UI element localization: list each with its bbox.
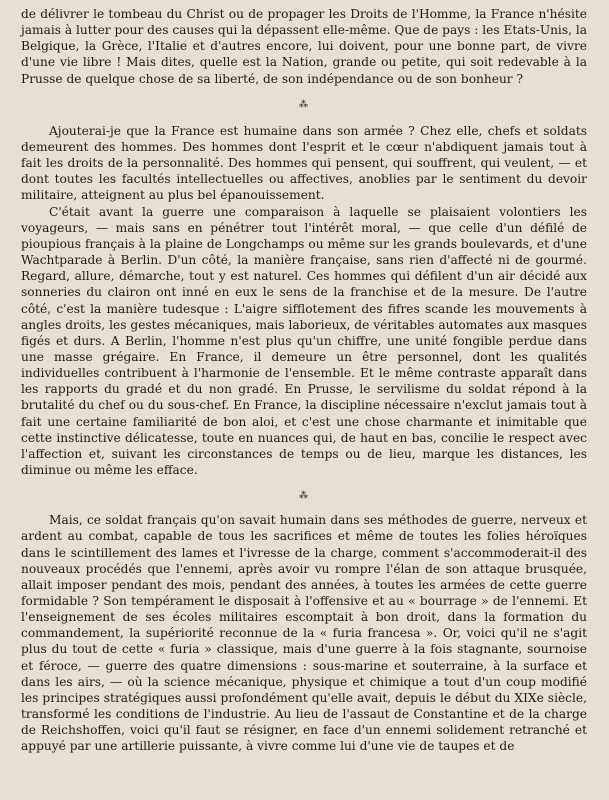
paragraph-4: Mais, ce soldat français qu'on savait humain dans ses méthodes de guerre, nerveux et ardent au combat, capable de tous les sacrifices et même de toutes les folies héroïques dans le scintillement des lames et l'ivresse de la charge, comment s'accommoderait-il des nouveaux procédés que l'ennemi, après avoir vu rompre l'élan de son attaque brusquée, allait imposer pendant des mois, pendant des années, à toutes les armées de cette guerre formidable ? Son tempérament le disposait à l'offensive et au « bourrage » de l'ennemi. Et l'enseignement de ses écoles militaires escomptait à bon droit, dans la formation du commandement, la supériorité reconnue de la « furia francesa ». Or, voici qu'il ne s'agit plus du tout de cette « furia » classique, mais d'une guerre à la fois stagnante, sournoise et féroce, — guerre des quatre dimensions : sous-marine et souterraine, à la surface et dans les airs, — où la science mécanique, physique et chimique a tout d'un coup modifié les principes stratégiques aussi profondément qu'elle avait, depuis le début du XIXe siècle, transformé les conditions de l'industrie. Au lieu de l'assaut de Constantine et de la charge de Reichshoffen, voici qu'il faut se résigner, en face d'un ennemi solidement retranché et appuyé par une artillerie puissante, à vivre comme lui d'une vie de taupes et de <box>21 513 587 754</box>
asterism-ornament: ⁂ <box>299 99 309 110</box>
asterism-ornament: ⁂ <box>299 491 309 502</box>
paragraph-3: C'était avant la guerre une comparaison à laquelle se plaisaient volontiers les voyageurs, — mais sans en pénétrer tout l'intérêt moral, — que celle d'un défilé de pioupious français à la plaine de Longchamps ou même sur les grands boulevards, et d'une Wachtparade à Berlin. D'un côté, la manière française, sans rien d'affecté ni de gourmé. Regard, allure, démarche, tout y est naturel. Ces hommes qui défilent d'un air décidé aux sonneries du clairon ont inné en eux le sens de la franchise et de la mesure. De l'autre côté, c'est la manière tudesque : L'aigre sifflotement des fifres scande les mouvements à angles droits, les gestes mécaniques, mais laborieux, de véritables automates aux masques figés et durs. A Berlin, l'homme n'est plus qu'un chiffre, une unité fongible perdue dans une masse grégaire. En France, il demeure un être personnel, dont les qualités individuelles contribuent à l'harmonie de l'ensemble. Et le même contraste apparaît dans les rapports du gradé et du non gradé. En Prusse, le servilisme du soldat répond à la brutalité du chef ou du sous-chef. En France, la discipline nécessaire n'exclut jamais tout à fait une certaine familiarité de bon aloi, et c'est une chose charmante et inimitable que cette instinctive délicatesse, toute en nuances qui, de haut en bas, concilie le respect avec l'affection et, suivant les circonstances de temps ou de lieu, marque les distances, les diminue ou même les efface. <box>21 204 587 478</box>
paragraph-2: Ajouterai-je que la France est humaine dans son armée ? Chez elle, chefs et soldats demeurent des hommes. Des hommes dont l'esprit et le cœur n'abdiquent jamais tout à fait les droits de la personnalité. Des hommes qui pensent, qui souffrent, qui veulent, — et dont toutes les facultés intellectuelles ou affectives, anoblies par le sentiment du devoir militaire, atteignent au plus bel épanouissement. <box>21 123 587 203</box>
paragraph-1: de délivrer le tombeau du Christ ou de propager les Droits de l'Homme, la France n'hésite jamais à lutter pour des causes qui la dépassent elle-même. Que de pays : les Etats-Unis, la Belgique, la Grèce, l'Italie et d'autres encore, lui doivent, pour une bonne part, de vivre d'une vie libre ! Mais dites, quelle est la Nation, grande ou petite, qui soit redevable à la Prusse de quelque chose de sa liberté, de son indépendance ou de son bonheur ? <box>21 7 587 86</box>
section-separator <box>21 490 587 502</box>
section-separator <box>21 99 587 111</box>
